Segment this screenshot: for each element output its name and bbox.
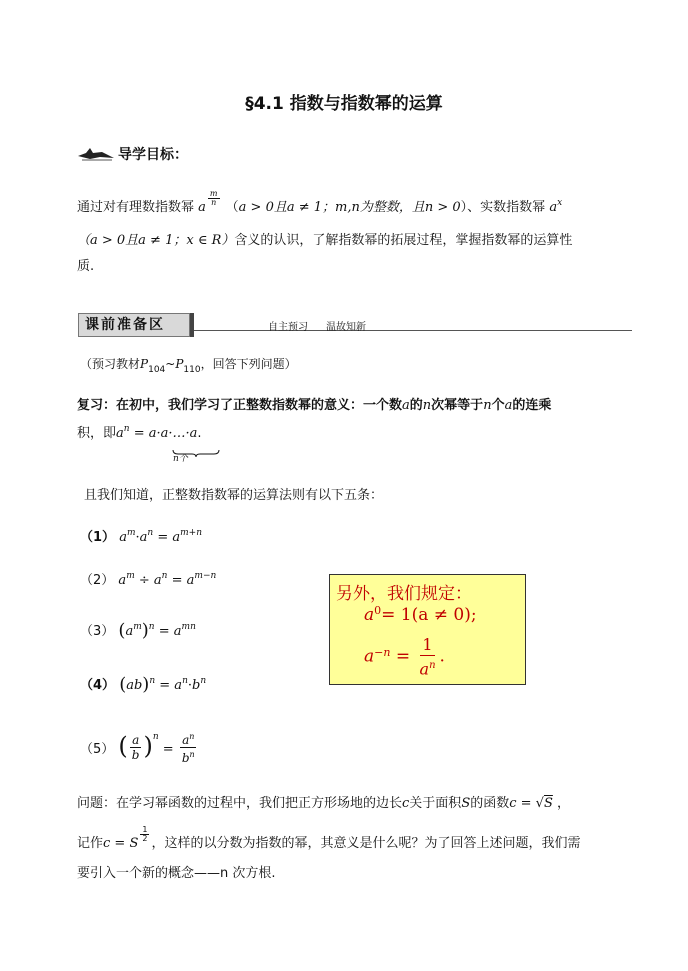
section-subtitle: 自主预习 温故知新: [268, 322, 366, 333]
pen-icon: [76, 144, 116, 162]
section-label: 课前准备区: [78, 313, 190, 337]
review-line-2: 积，即$a^n$ = a·a·…·a.: [77, 424, 202, 441]
objectives-heading: 导学目标：: [118, 147, 188, 163]
section-divider: [194, 330, 632, 331]
question-line-1: 问题：在学习幂函数的过程中，我们把正方形场地的边长c关于面积S的函数c = √S ，: [77, 796, 571, 811]
question-line-2: 记作c = S $^{\frac{1}{2}}$ ，这样的以分数为指数的幂，其意义是什么呢？为了回答上述问题，我们需: [77, 825, 581, 851]
objectives-line-3: 质.: [77, 259, 95, 274]
preview-note: （预习教材$P_{104}\sim P_{110}$，回答下列问题）: [80, 357, 297, 375]
section-label-shadow: [190, 313, 194, 337]
objectives-line-1: 通过对有理数指数幂 a $^{\frac{m}{n}}$ （a > 0且a ≠ 1；m,n为整数，且n > 0）、实数指数幂 $a^x$: [77, 189, 563, 215]
underbrace-label: n个: [173, 454, 188, 464]
definition-box: [329, 574, 526, 685]
page-title: §4.1 指数与指数幂的运算: [245, 94, 443, 114]
rule-1: （1） $a^m\cdot a^n = a^{m+n}$: [80, 528, 203, 545]
question-line-3: 要引入一个新的概念——n 次方根.: [77, 866, 276, 881]
review-line-1: 复习：在初中，我们学习了正整数指数幂的意义：一个数a的n次幂等于n个a的连乘: [77, 398, 552, 413]
rules-intro: 且我们知道，正整数指数幂的运算法则有以下五条：: [84, 488, 384, 503]
section-header: [78, 313, 632, 339]
rule-2: （2） $a^m \div a^n = a^{m-n}$: [80, 571, 217, 588]
rule-5: （5） ( $\frac{a}{b}$ )$^n$ = $\frac{a^n}{b^n}$: [80, 732, 195, 765]
objectives-line-2: （a > 0且a ≠ 1；x ∈ R）含义的认识，了解指数幂的拓展过程，掌握指数幂的运算性: [77, 233, 573, 248]
definition-rule-zero: $a^0= 1(a \ne 0)$;: [364, 604, 477, 625]
definition-rule-negative: $a^{-n}$ = $\frac{1}{a^n}$ .: [364, 635, 445, 679]
definition-box-title: 另外，我们规定：: [336, 584, 472, 604]
rule-4: （4） $(ab)^n = a^n\cdot b^n$: [80, 674, 207, 695]
rule-3: （3） $(a^m)^n = a^{mn}$: [80, 620, 196, 641]
